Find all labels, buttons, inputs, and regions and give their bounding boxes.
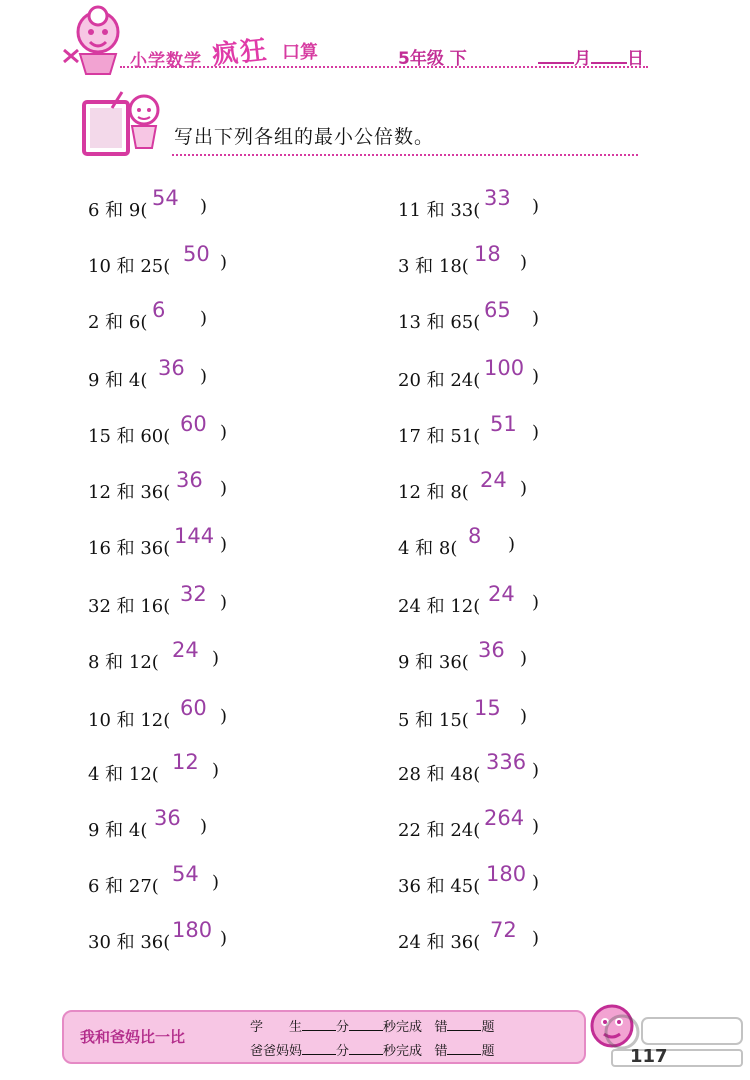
closing-paren: ) (520, 648, 528, 669)
questions-label: 题 (481, 1020, 495, 1035)
student-score-row (250, 1016, 494, 1035)
closing-paren: ) (212, 872, 220, 893)
problem-question: 24 和 36( (398, 932, 481, 953)
closing-paren: ) (220, 592, 228, 613)
parent-errors-blank (447, 1044, 481, 1055)
problem-question: 9 和 36( (398, 652, 469, 673)
problem-answer: 144 (174, 524, 215, 548)
book-series-title: 小学数学 (130, 51, 202, 71)
page-number: 117 (630, 1046, 668, 1067)
instruction-divider (172, 154, 638, 156)
closing-paren: ) (220, 534, 228, 555)
errors-label: 错 (434, 1020, 448, 1035)
problem-answer: 12 (172, 750, 199, 774)
closing-paren: ) (532, 760, 540, 781)
problem-answer: 60 (180, 412, 207, 436)
watermark-logo (600, 1010, 750, 1070)
problem-question: 3 和 18( (398, 256, 469, 277)
problem-answer: 8 (468, 524, 482, 548)
problem-answer: 32 (180, 582, 207, 606)
problem-question: 36 和 45( (398, 876, 481, 897)
closing-paren: ) (220, 252, 228, 273)
problem-answer: 50 (183, 242, 210, 266)
problem-answer: 180 (172, 918, 213, 942)
problem-question: 32 和 16( (88, 596, 171, 617)
closing-paren: ) (212, 760, 220, 781)
closing-paren: ) (220, 422, 228, 443)
closing-paren: ) (532, 928, 540, 949)
problem-answer: 24 (488, 582, 515, 606)
problem-answer: 72 (490, 918, 517, 942)
problem-question: 13 和 65( (398, 312, 481, 333)
parent-score-row (250, 1040, 494, 1059)
closing-paren: ) (532, 872, 540, 893)
problem-answer: 336 (486, 750, 527, 774)
problem-answer: 36 (158, 356, 185, 380)
minutes-label: 分 (336, 1044, 350, 1059)
problem-question: 9 和 4( (88, 370, 148, 391)
problem-question: 12 和 8( (398, 482, 469, 503)
closing-paren: ) (220, 706, 228, 727)
girl-blackboard-icon (82, 88, 172, 158)
problem-answer: 51 (490, 412, 517, 436)
parent-label: 爸爸妈妈 (250, 1044, 303, 1059)
problem-question: 20 和 24( (398, 370, 481, 391)
closing-paren: ) (532, 366, 540, 387)
seconds-label: 秒完成 (383, 1044, 423, 1059)
problem-question: 4 和 8( (398, 538, 458, 559)
problem-question: 5 和 15( (398, 710, 469, 731)
problem-answer: 54 (172, 862, 199, 886)
closing-paren: ) (200, 816, 208, 837)
problem-question: 16 和 36( (88, 538, 171, 559)
questions-label: 题 (481, 1044, 495, 1059)
parent-minutes-blank (302, 1044, 336, 1055)
problem-question: 12 和 36( (88, 482, 171, 503)
problem-question: 8 和 12( (88, 652, 159, 673)
problem-question: 10 和 12( (88, 710, 171, 731)
problem-answer: 36 (478, 638, 505, 662)
header-divider (120, 66, 648, 68)
problem-answer: 100 (484, 356, 525, 380)
problem-answer: 36 (176, 468, 203, 492)
problem-answer: 180 (486, 862, 527, 886)
book-title-highlight: 疯狂 (210, 35, 270, 71)
problem-answer: 18 (474, 242, 501, 266)
problem-question: 6 和 27( (88, 876, 159, 897)
problem-question: 22 和 24( (398, 820, 481, 841)
problem-answer: 65 (484, 298, 511, 322)
student-seconds-blank (349, 1020, 383, 1031)
problem-answer: 36 (154, 806, 181, 830)
closing-paren: ) (520, 706, 528, 727)
closing-paren: ) (220, 928, 228, 949)
minutes-label: 分 (336, 1020, 350, 1035)
month-label: 月 (574, 49, 591, 69)
closing-paren: ) (532, 196, 540, 217)
student-label: 学 生 (250, 1020, 303, 1035)
problem-answer: 264 (484, 806, 525, 830)
closing-paren: ) (212, 648, 220, 669)
problem-question: 10 和 25( (88, 256, 171, 277)
month-blank (538, 48, 574, 64)
problem-answer: 24 (172, 638, 199, 662)
closing-paren: ) (532, 592, 540, 613)
closing-paren: ) (520, 252, 528, 273)
problem-question: 30 和 36( (88, 932, 171, 953)
student-minutes-blank (302, 1020, 336, 1031)
closing-paren: ) (508, 534, 516, 555)
problem-question: 28 和 48( (398, 764, 481, 785)
day-label: 日 (627, 49, 644, 69)
problem-question: 24 和 12( (398, 596, 481, 617)
student-errors-blank (447, 1020, 481, 1031)
problem-answer: 6 (152, 298, 166, 322)
closing-paren: ) (200, 308, 208, 329)
closing-paren: ) (520, 478, 528, 499)
book-title-suffix: 口算 (282, 42, 318, 63)
problem-question: 4 和 12( (88, 764, 159, 785)
grade-label: 5年级 下 (398, 49, 467, 69)
problem-question: 6 和 9( (88, 200, 148, 221)
errors-label: 错 (434, 1044, 448, 1059)
problem-answer: 15 (474, 696, 501, 720)
day-blank (591, 48, 627, 64)
closing-paren: ) (200, 366, 208, 387)
closing-paren: ) (532, 308, 540, 329)
problem-question: 17 和 51( (398, 426, 481, 447)
problem-question: 11 和 33( (398, 200, 481, 221)
problem-question: 9 和 4( (88, 820, 148, 841)
parent-seconds-blank (349, 1044, 383, 1055)
closing-paren: ) (220, 478, 228, 499)
problem-answer: 33 (484, 186, 511, 210)
problem-answer: 54 (152, 186, 179, 210)
problem-answer: 24 (480, 468, 507, 492)
closing-paren: ) (532, 422, 540, 443)
seconds-label: 秒完成 (383, 1020, 423, 1035)
footer-title: 我和爸妈比一比 (80, 1028, 186, 1046)
closing-paren: ) (532, 816, 540, 837)
problem-question: 15 和 60( (88, 426, 171, 447)
instruction-text: 写出下列各组的最小公倍数。 (174, 126, 435, 148)
closing-paren: ) (200, 196, 208, 217)
problem-answer: 60 (180, 696, 207, 720)
problem-question: 2 和 6( (88, 312, 148, 333)
